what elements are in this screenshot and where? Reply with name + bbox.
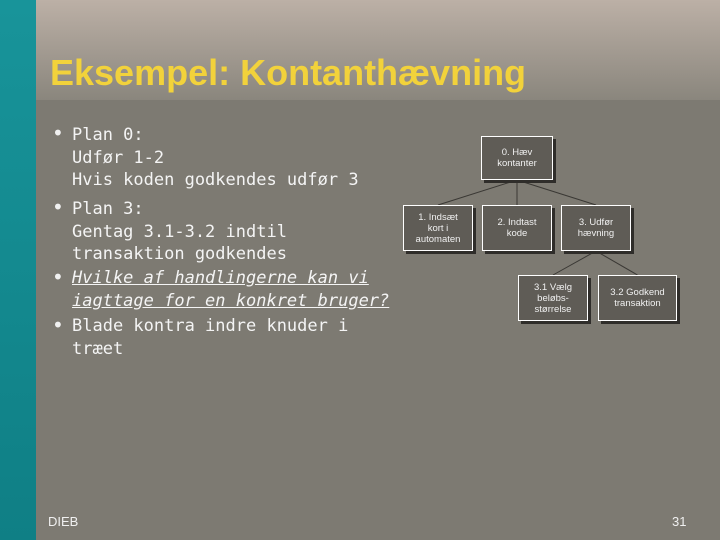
node-2-line-2: kode xyxy=(506,228,528,239)
node-3-1-vaelg-beloeb xyxy=(518,275,588,321)
node-2-indtast-kode xyxy=(482,205,552,251)
bullet-1-line-1: Plan 0: xyxy=(72,125,144,145)
bullet-4-line-1: Blade kontra indre knuder i xyxy=(72,316,349,336)
node-0-haev-kontanter xyxy=(481,136,553,180)
bullet-1-marker: • xyxy=(52,121,64,145)
bullet-2-line-2: Gentag 3.1-3.2 indtil xyxy=(72,221,287,242)
node-3-line-2: hævning xyxy=(577,228,615,239)
bullet-3-marker: • xyxy=(52,265,64,289)
bullet-2-line-3: transaktion godkendes xyxy=(72,244,287,264)
node-3-1-line-3: størrelse xyxy=(534,303,572,315)
node-3-2-line-2: transaktion xyxy=(614,298,661,309)
node-0-line-2: kontanter xyxy=(497,158,537,169)
node-3-2-line-1: 3.2 Godkend xyxy=(610,287,665,298)
bullet-2-line-1: Plan 3: xyxy=(72,199,144,219)
bullet-4-line-2: træet xyxy=(72,338,124,359)
node-1-line-2: kort i xyxy=(427,222,449,234)
slide-title: Eksempel: Kontanthævning xyxy=(50,52,527,93)
node-3-line-1: 3. Udfør xyxy=(578,217,614,228)
node-3-2-godkend-transaktion xyxy=(598,275,677,321)
bullet-2-marker: • xyxy=(52,195,64,219)
footer-label: DIEB xyxy=(48,514,79,529)
node-1-line-1: 1. Indsæt xyxy=(418,211,458,223)
node-1-line-3: automaten xyxy=(415,233,461,245)
node-3-udfoer-haevning xyxy=(561,205,631,251)
edge-n0-n3 xyxy=(517,180,596,205)
edge-n3-n31 xyxy=(553,251,596,275)
edge-n0-n1 xyxy=(438,180,517,205)
bullet-1-line-2: Udfør 1-2 xyxy=(72,147,165,168)
bullet-4-marker: • xyxy=(52,313,64,337)
bullet-3-line-2: iagttage for en konkret bruger? xyxy=(72,290,390,311)
edge-n3-n32 xyxy=(596,251,638,275)
bullet-3-line-1: Hvilke af handlingerne kan vi xyxy=(72,268,369,288)
node-1-indsaet-kort xyxy=(403,205,473,251)
node-3-1-line-1: 3.1 Vælg xyxy=(533,281,573,293)
node-2-line-1: 2. Indtast xyxy=(497,217,537,228)
page-number: 31 xyxy=(672,514,687,529)
node-0-line-1: 0. Hæv xyxy=(501,147,533,158)
bullet-1-line-3: Hvis koden godkendes udfør 3 xyxy=(72,170,359,190)
node-3-1-line-2: beløbs- xyxy=(537,292,569,304)
